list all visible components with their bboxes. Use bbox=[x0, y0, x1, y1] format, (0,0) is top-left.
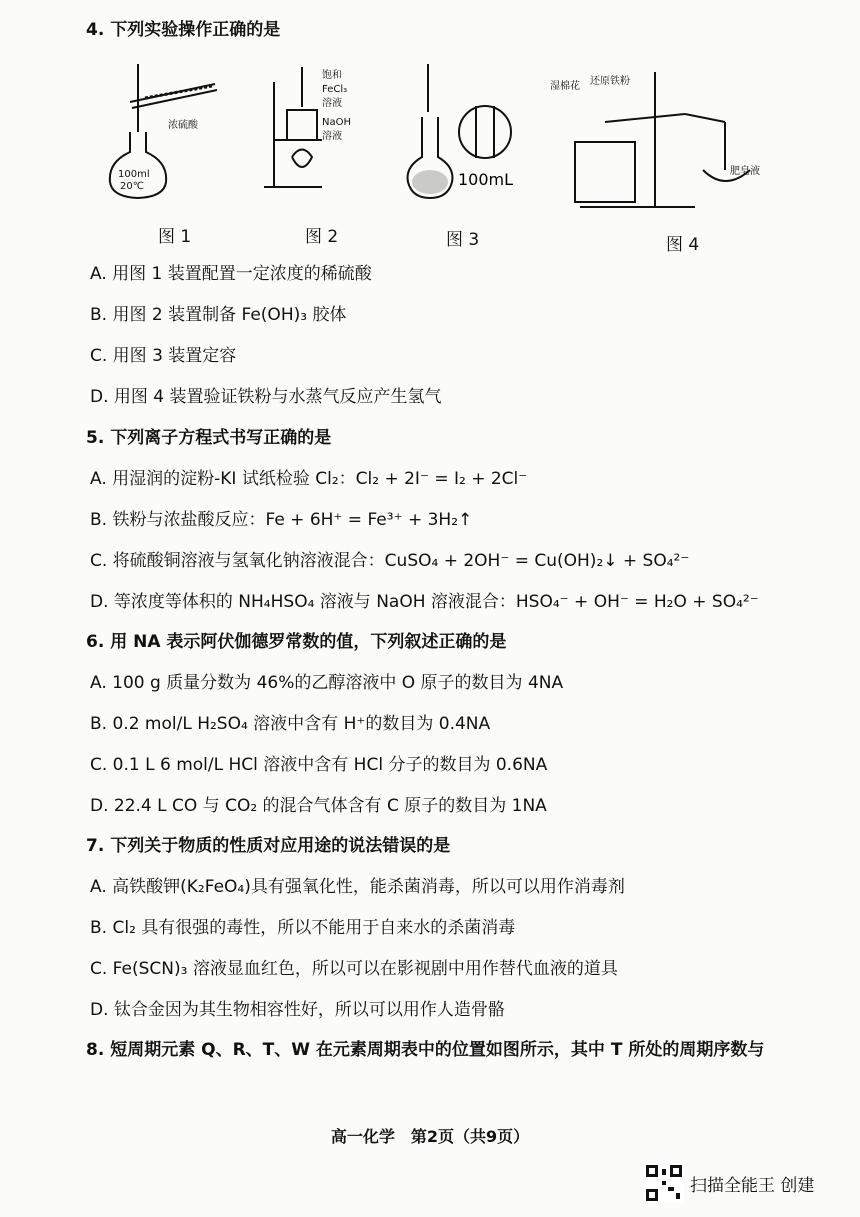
qr-code-icon bbox=[644, 1163, 684, 1203]
figure-4-caption: 图 4 bbox=[666, 235, 700, 255]
figure-1-caption: 图 1 bbox=[158, 227, 192, 247]
fig4-label-soap: 肥皂液 bbox=[730, 166, 760, 177]
fig1-flask-volume: 100ml bbox=[118, 169, 150, 180]
q7-option-a: A. 高铁酸钾(K₂FeO₄)具有强氧化性，能杀菌消毒，所以可以用作消毒剂 bbox=[90, 877, 625, 897]
fig2-label-solution1: 溶液 bbox=[322, 98, 342, 109]
q4-option-b: B. 用图 2 装置制备 Fe(OH)₃ 胶体 bbox=[90, 305, 347, 325]
fig2-label-solution2: 溶液 bbox=[322, 131, 342, 142]
figure-3-diagram bbox=[400, 62, 530, 202]
fig2-label-saturated: 饱和 bbox=[322, 70, 342, 81]
question-4-stem: 4. 下列实验操作正确的是 bbox=[86, 20, 281, 40]
page-footer: 高一化学 第2页（共9页） bbox=[330, 1127, 530, 1146]
scanner-watermark bbox=[644, 1163, 814, 1203]
question-6-stem: 6. 用 NA 表示阿伏伽德罗常数的值，下列叙述正确的是 bbox=[86, 632, 507, 652]
q7-option-d: D. 钛合金因为其生物相容性好，所以可以用作人造骨骼 bbox=[90, 1000, 505, 1020]
q5-option-d: D. 等浓度等体积的 NH₄HSO₄ 溶液与 NaOH 溶液混合：HSO₄⁻ + OH⁻ = H₂O + SO₄²⁻ bbox=[90, 592, 759, 612]
fig2-label-fecl3: FeCl₃ bbox=[322, 84, 348, 95]
scanner-label: 扫描全能王 创建 bbox=[690, 1175, 815, 1196]
fig4-label-iron: 还原铁粉 bbox=[590, 76, 630, 87]
figure-2-caption: 图 2 bbox=[305, 227, 339, 247]
q7-option-c: C. Fe(SCN)₃ 溶液显血红色，所以可以在影视剧中用作替代血液的道具 bbox=[90, 959, 618, 979]
q6-option-a: A. 100 g 质量分数为 46%的乙醇溶液中 O 原子的数目为 4NA bbox=[90, 673, 564, 693]
q5-option-c: C. 将硫酸铜溶液与氢氧化钠溶液混合：CuSO₄ + 2OH⁻ = Cu(OH)₂↓ + SO₄²⁻ bbox=[90, 551, 690, 571]
question-8-stem: 8. 短周期元素 Q、R、T、W 在元素周期表中的位置如图所示，其中 T 所处的周期序数与 bbox=[86, 1040, 765, 1060]
figure-3-caption: 图 3 bbox=[446, 230, 480, 250]
figure-2-diagram bbox=[262, 62, 372, 192]
q7-option-b: B. Cl₂ 具有很强的毒性，所以不能用于自来水的杀菌消毒 bbox=[90, 918, 516, 938]
fig3-volume-label: 100mL bbox=[458, 170, 514, 189]
figure-1-diagram bbox=[100, 62, 230, 202]
question-5-stem: 5. 下列离子方程式书写正确的是 bbox=[86, 428, 332, 448]
fig1-flask-temp: 20℃ bbox=[120, 181, 144, 192]
fig2-label-naoh: NaOH bbox=[322, 117, 351, 128]
q6-option-c: C. 0.1 L 6 mol/L HCl 溶液中含有 HCl 分子的数目为 0.6NA bbox=[90, 755, 548, 775]
fig4-label-cotton: 湿棉花 bbox=[550, 81, 580, 92]
q4-option-c: C. 用图 3 装置定容 bbox=[90, 346, 237, 366]
question-7-stem: 7. 下列关于物质的性质对应用途的说法错误的是 bbox=[86, 836, 451, 856]
q4-option-a: A. 用图 1 装置配置一定浓度的稀硫酸 bbox=[90, 264, 372, 284]
q4-option-d: D. 用图 4 装置验证铁粉与水蒸气反应产生氢气 bbox=[90, 387, 442, 407]
q5-option-a: A. 用湿润的淀粉-KI 试纸检验 Cl₂：Cl₂ + 2I⁻ = I₂ + 2Cl⁻ bbox=[90, 469, 528, 489]
figure-4-diagram bbox=[545, 62, 785, 222]
q6-option-d: D. 22.4 L CO 与 CO₂ 的混合气体含有 C 原子的数目为 1NA bbox=[90, 796, 547, 816]
q5-option-b: B. 铁粉与浓盐酸反应：Fe + 6H⁺ = Fe³⁺ + 3H₂↑ bbox=[90, 510, 473, 530]
fig1-acid-label: 浓硫酸 bbox=[168, 120, 198, 131]
q6-option-b: B. 0.2 mol/L H₂SO₄ 溶液中含有 H⁺的数目为 0.4NA bbox=[90, 714, 491, 734]
